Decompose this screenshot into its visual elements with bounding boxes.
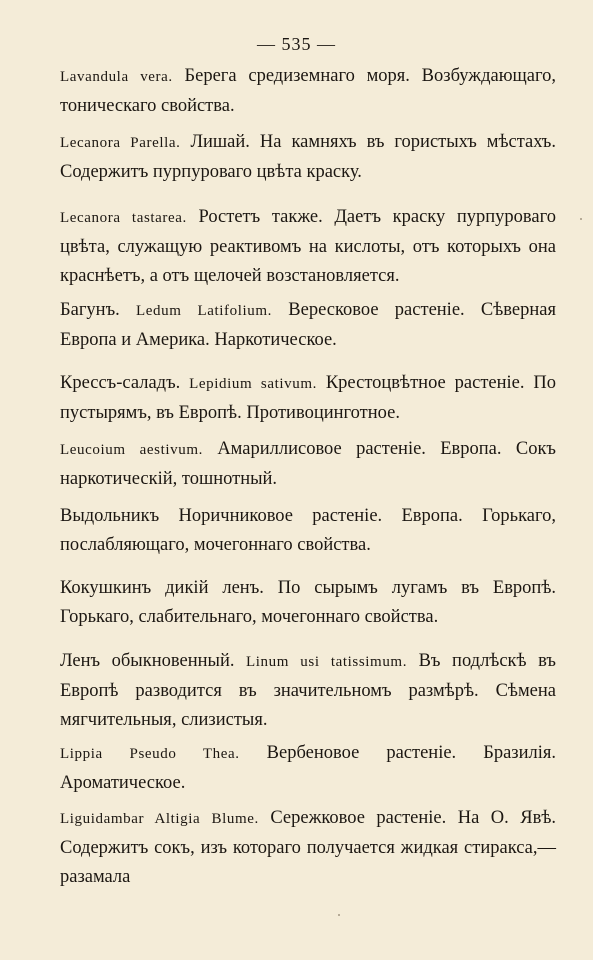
entry-description: Кокушкинъ дикій ленъ. По сырымъ лугамъ въ Европѣ. Горькаго, слабительнаго, мочегоннаго свойства. [60,578,556,627]
entry-latin-name: Lavandula vera. [60,69,173,85]
paper-speck [338,914,340,916]
entry-description: Въ подлѣскѣ въ Европѣ разводится въ значительномъ размѣрѣ. Сѣмена мягчительныя, слизистыя. [60,651,556,730]
entry-latin-name: Lecanora tastarea. [60,210,187,226]
entry-description: Сережковое растеніе. На О. Явѣ. Содержитъ сокъ, изъ котораго получается жидкая стиракса,—разамала [60,808,556,887]
entry-leucoium [60,435,556,494]
entry-latin-name: Linum usi tatissimum. [246,654,408,670]
entry-lecanora-parella [60,128,556,187]
entry-latin-name: Leucoium aestivum. [60,442,203,458]
entry-description: Берега средиземнаго моря. Возбуждающаго, тоническаго свойства. [60,66,556,116]
entry-lepidium [60,369,556,428]
entry-description: Вербеновое растеніе. Бразилія. Ароматическое. [60,743,556,793]
entry-kokushkin [60,574,556,632]
entry-latin-name: Lippia Pseudo Thea. [60,746,240,762]
entry-common-name: Ленъ обыкновенный. [60,651,247,671]
entry-latin-name: Lepidium sativum. [189,376,317,392]
entry-lecanora-tastarea [60,203,556,291]
entry-latin-name: Ledum Latifolium. [136,303,273,319]
entry-description: Крестоцвѣтное растеніе. По пустырямъ, въ Европѣ. Противоцинготное. [60,373,556,423]
entry-latin-name: Lecanora Parella. [60,135,181,151]
entry-vydolnik [60,502,556,560]
entry-lippia [60,739,556,798]
entry-ledum [60,296,556,355]
entry-description: Амариллисовое растеніе. Европа. Сокъ наркотическій, тошнотный. [60,439,556,489]
entry-liquidambar [60,804,556,892]
entry-description: Ростетъ также. Даетъ краску пурпуроваго цвѣта, служащую реактивомъ на кислоты, отъ которыхъ она краснѣетъ, а отъ щелочей возстановляется. [60,207,557,286]
entry-description: Выдольникъ Норичниковое растеніе. Европа. Горькаго, послабляющаго, мочегоннаго свойства. [60,506,556,555]
entry-description: Вересковое растеніе. Сѣверная Европа и Америка. Наркотическое. [60,300,557,350]
entry-common-name: Крессъ-саладъ. [60,373,190,393]
entry-common-name: Багунъ. [60,300,137,320]
entry-description: Лишай. На камняхъ въ гористыхъ мѣстахъ. Содержитъ пурпуроваго цвѣта краску. [60,132,556,182]
page-number: — 535 — [257,34,336,54]
entry-latin-name: Liguidambar Altigia Blume. [60,811,259,827]
paper-speck [580,218,582,220]
entry-lavandula [60,62,556,121]
entry-linum [60,647,556,735]
